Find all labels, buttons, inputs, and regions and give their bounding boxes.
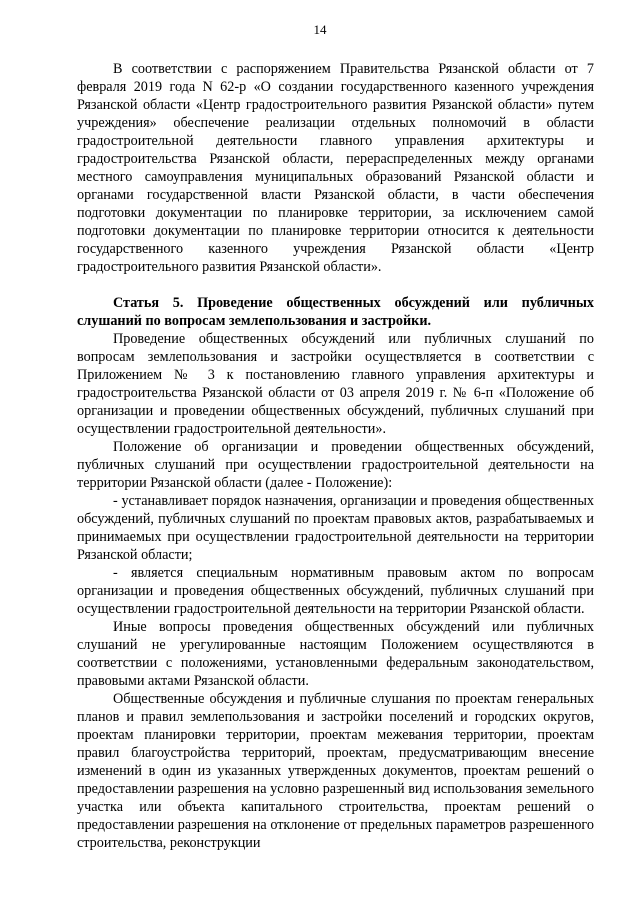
paragraph-regulation: В соответствии с распоряжением Правительства Рязанской области от 7 февраля 2019 года N 62-р «О создании государственного казенного учреждения Рязанской области «Центр градостроительного развития Рязанской области» путем учреждения» обеспечение реализации отдельных полномочий в области градостроительной деятельности главного управления архитектуры и градостроительства Рязанской области, перераспределенных между органами местного самоуправления муниципальных образований Рязанской области и органами государственной власти Рязанской области, в части обеспечения подготовки документации по планировке территории, за исключением самой подготовки документации по планировке территории относится к деятельности государственного казенного учреждения Рязанской области «Центр градостроительного развития Рязанской области». — [77, 61, 594, 275]
paragraph-regulation-intro: Положение об организации и проведении общественных обсуждений, публичных слушаний при осуществлении градостроительной деятельности на территории Рязанской области (далее - Положение): — [77, 439, 594, 491]
list-item-special-act: - является специальным нормативным правовым актом по вопросам организации и проведения общественных обсуждений, публичных слушаний при осуществлении градостроительной деятельности на территории Рязанской области. — [77, 565, 594, 617]
page-number: 14 — [313, 22, 327, 37]
paragraph-other-issues: Иные вопросы проведения общественных обсуждений или публичных слушаний не урегулированные настоящим Положением осуществляются в соответствии с положениями, установленными федеральным законодательством, правовыми актами Рязанской области. — [77, 619, 594, 689]
document-body — [77, 60, 594, 852]
article-5-heading: Статья 5. Проведение общественных обсуждений или публичных слушаний по вопросам землепользования и застройки. — [77, 295, 594, 329]
paragraph-public-hearings: Общественные обсуждения и публичные слушания по проектам генеральных планов и правил землепользования и застройки поселений и городских округов, проектам планировки территории, проектам межевания территории, проектам правил благоустройства территорий, проектам, предусматривающим внесение изменений в один из указанных утвержденных документов, проектам решений о предоставлении разрешения на условно разрешенный вид использования земельного участка или объекта капитального строительства, проектам решений о предоставлении разрешения на отклонение от предельных параметров разрешенного строительства, реконструкции — [77, 691, 594, 851]
list-item-establishes: - устанавливает порядок назначения, организации и проведения общественных обсуждений, публичных слушаний по проектам правовых актов, разрабатываемых и принимаемых при осуществлении градостроительной деятельности на территории Рязанской области; — [77, 493, 594, 563]
paragraph-procedure: Проведение общественных обсуждений или публичных слушаний по вопросам землепользования и застройки осуществляется в соответствии с Приложением № 3 к постановлению главного управления архитектуры и градостроительства Рязанской области от 03 апреля 2019 г. № 6-п «Положение об организации и проведении общественных обсуждений, публичных слушаний при осуществлении градостроительной деятельности». — [77, 331, 594, 437]
